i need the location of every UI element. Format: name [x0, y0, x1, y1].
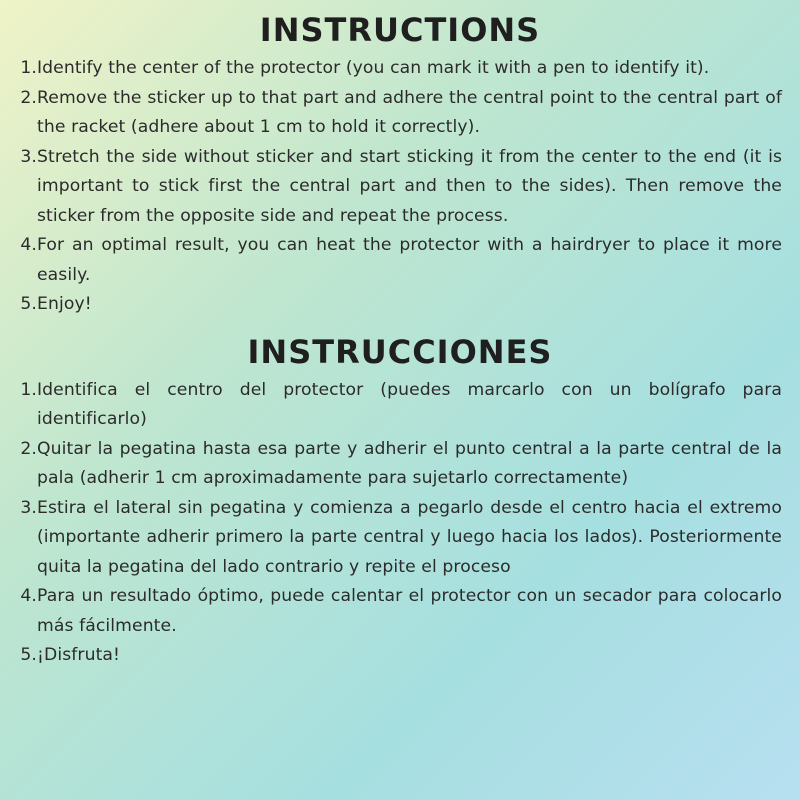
- spanish-title: INSTRUCCIONES: [247, 332, 553, 371]
- step-text: Remove the sticker up to that part and adhere the central point to the central part of the racket (adhere about 1 cm to hold it correctly).: [37, 87, 782, 137]
- step-number: 3.: [20, 146, 37, 167]
- step-text: Stretch the side without sticker and start sticking it from the center to the end (it is important to stick first the central part and then to the sides). Then remove the sticker from the opposite side and repeat the process.: [37, 146, 782, 226]
- step-number: 5.: [20, 645, 37, 665]
- step-text: ¡Disfruta!: [37, 645, 121, 665]
- step-number: 2.: [20, 438, 37, 459]
- step-text: Estira el lateral sin pegatina y comienza a pegarlo desde el centro hacia el extremo (importante adherir primero la parte central y luego hacia los lados). Posteriormente quita la pegatina del lado contrario y repite el proceso: [37, 497, 782, 577]
- step-item: [14, 641, 786, 671]
- spanish-steps: [14, 376, 786, 671]
- step-text: For an optimal result, you can heat the protector with a hairdryer to place it more easily.: [37, 235, 782, 285]
- english-steps: [14, 54, 786, 320]
- step-item: [14, 54, 786, 84]
- step-item: [14, 84, 786, 143]
- step-item: [14, 290, 786, 320]
- step-item: [14, 143, 786, 232]
- step-number: 4.: [20, 586, 37, 606]
- step-item: [14, 582, 786, 641]
- step-number: 2.: [20, 87, 37, 108]
- step-number: 1.: [20, 379, 37, 400]
- step-text: Identify the center of the protector (you can mark it with a pen to identify it).: [37, 58, 710, 78]
- step-text: Quitar la pegatina hasta esa parte y adherir el punto central a la parte central de la pala (adherir 1 cm aproximadamente para sujetarlo correctamente): [37, 438, 782, 488]
- step-number: 5.: [20, 294, 37, 314]
- step-item: [14, 435, 786, 494]
- step-text: Enjoy!: [37, 294, 92, 314]
- step-number: 1.: [20, 58, 37, 78]
- step-item: [14, 494, 786, 583]
- step-number: 3.: [20, 497, 37, 518]
- step-item: [14, 376, 786, 435]
- step-item: [14, 231, 786, 290]
- step-text: Identifica el centro del protector (puedes marcarlo con un bolígrafo para identificarlo): [37, 379, 782, 429]
- english-title: INSTRUCTIONS: [259, 11, 541, 49]
- step-text: Para un resultado óptimo, puede calentar el protector con un secador para colocarlo más fácilmente.: [37, 586, 782, 636]
- step-number: 4.: [20, 235, 37, 255]
